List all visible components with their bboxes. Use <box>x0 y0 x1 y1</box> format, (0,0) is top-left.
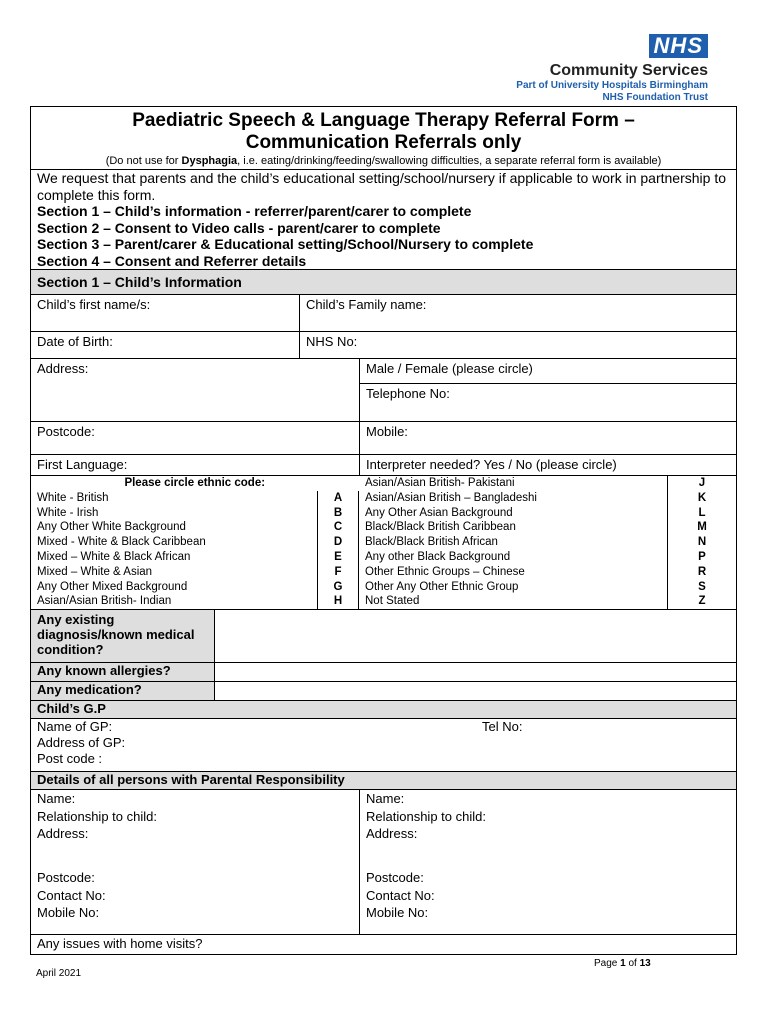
parent-1-postcode-field[interactable]: Postcode: <box>37 870 95 886</box>
postcode-field[interactable]: Postcode: <box>37 424 95 439</box>
address-field[interactable]: Address: <box>37 361 89 376</box>
form-title <box>31 107 736 154</box>
form-title-line-1: Paediatric Speech & Language Therapy Referral Form – <box>132 110 635 131</box>
parent-2-mobile-field[interactable]: Mobile No: <box>366 905 429 921</box>
ethnic-row-m[interactable]: Black/Black British Caribbean M <box>359 520 736 535</box>
intro-section-4: Section 4 – Consent and Referrer details <box>37 252 307 269</box>
section1-heading: Section 1 – Child’s Information <box>31 270 736 295</box>
ethnic-row-e[interactable]: Mixed – White & Black African E <box>31 550 359 565</box>
ethnic-row-z[interactable]: Not Stated Z <box>359 594 736 609</box>
ethnic-row-h[interactable]: Asian/Asian British- Indian H <box>31 594 359 609</box>
form-title-line-2: Communication Referrals only <box>245 132 522 153</box>
parent-1-relationship-field[interactable]: Relationship to child: <box>37 808 157 824</box>
medication-field[interactable] <box>214 682 736 700</box>
first-name-field[interactable]: Child’s first name/s: <box>37 297 151 312</box>
logo-service-name: Community Services <box>549 62 708 79</box>
parents-heading: Details of all persons with Parental Responsibility <box>31 772 736 790</box>
referral-form <box>30 106 737 955</box>
parent-2-contact-field[interactable]: Contact No: <box>366 887 435 903</box>
parent-2-details[interactable] <box>359 790 736 934</box>
ethnic-row-s[interactable]: Other Any Other Ethnic Group S <box>359 580 736 595</box>
intro-section-2: Section 2 – Consent to Video calls - parent/carer to complete <box>37 219 441 236</box>
dob-field[interactable]: Date of Birth: <box>37 334 113 349</box>
footer-date: April 2021 <box>36 968 82 979</box>
nhs-logo <box>468 34 708 104</box>
parent-2-postcode-field[interactable]: Postcode: <box>366 870 424 886</box>
ethnic-row-g[interactable]: Any Other Mixed Background G <box>31 580 359 595</box>
gp-name-field[interactable]: Name of GP: <box>37 719 113 735</box>
parent-2-relationship-field[interactable]: Relationship to child: <box>366 808 486 824</box>
medication-label: Any medication? <box>31 682 214 700</box>
parent-2-name-field[interactable]: Name: <box>366 791 405 807</box>
dysphagia-note: (Do not use for Dysphagia, i.e. eating/drinking/feeding/swallowing difficulties, a separate referral form is available) <box>31 154 736 170</box>
intro-block <box>31 170 736 270</box>
ethnic-row-r[interactable]: Other Ethnic Groups – Chinese R <box>359 565 736 580</box>
home-visits-field[interactable]: Any issues with home visits? <box>37 936 203 952</box>
ethnic-row-f[interactable]: Mixed – White & Asian F <box>31 565 359 580</box>
ethnic-row-k[interactable]: Asian/Asian British – Bangladeshi K <box>359 491 736 506</box>
parent-1-details[interactable] <box>31 790 359 934</box>
ethnic-row-a[interactable]: White - British A <box>31 491 359 506</box>
intro-section-3: Section 3 – Parent/carer & Educational setting/School/Nursery to complete <box>37 236 534 252</box>
gp-address-field[interactable]: Address of GP: <box>37 735 126 751</box>
family-name-field[interactable]: Child’s Family name: <box>299 295 736 331</box>
diagnosis-field[interactable] <box>214 610 736 662</box>
mobile-field[interactable]: Mobile: <box>359 422 736 454</box>
allergies-field[interactable] <box>214 663 736 681</box>
gp-details[interactable] <box>31 719 736 772</box>
first-language-field[interactable]: First Language: <box>37 457 128 472</box>
intro-section-1: Section 1 – Child’s information - referrer/parent/carer to complete <box>37 203 472 219</box>
parent-1-name-field[interactable]: Name: <box>37 791 76 807</box>
parent-2-address-field[interactable]: Address: <box>366 826 418 842</box>
ethnic-row-j[interactable]: Asian/Asian British- Pakistani J <box>359 476 736 491</box>
sex-field[interactable]: Male / Female (please circle) <box>360 359 736 384</box>
gp-tel-field[interactable]: Tel No: <box>482 719 523 735</box>
page-number: Page 1 of 13 <box>594 958 651 969</box>
ethnic-row-n[interactable]: Black/Black British African N <box>359 535 736 550</box>
allergies-label: Any known allergies? <box>31 663 214 681</box>
intro-text: We request that parents and the child’s educational setting/school/nursery if applicable to work in partnership to complete this form. <box>37 170 726 203</box>
logo-line-1: Part of University Hospitals Birmingham <box>516 80 708 91</box>
gp-postcode-field[interactable]: Post code : <box>37 751 103 767</box>
parent-1-mobile-field[interactable]: Mobile No: <box>37 905 100 921</box>
gp-heading: Child’s G.P <box>31 701 736 719</box>
ethnic-heading: Please circle ethnic code: <box>124 477 266 489</box>
nhs-logo-badge: NHS <box>649 34 708 58</box>
ethnic-row-d[interactable]: Mixed - White & Black Caribbean D <box>31 535 359 550</box>
interpreter-field[interactable]: Interpreter needed? Yes / No (please circle) <box>359 455 736 475</box>
parent-1-contact-field[interactable]: Contact No: <box>37 887 106 903</box>
diagnosis-label: Any existing diagnosis/known medical condition? <box>31 610 214 662</box>
ethnic-row-l[interactable]: Any Other Asian Background L <box>359 506 736 521</box>
nhs-number-field[interactable]: NHS No: <box>299 332 736 358</box>
logo-line-2: NHS Foundation Trust <box>602 92 708 103</box>
telephone-field[interactable]: Telephone No: <box>366 386 450 401</box>
ethnic-row-b[interactable]: White - Irish B <box>31 506 359 521</box>
parent-1-address-field[interactable]: Address: <box>37 826 89 842</box>
ethnic-row-c[interactable]: Any Other White Background C <box>31 520 359 535</box>
ethnic-code-table <box>31 476 736 610</box>
ethnic-row-p[interactable]: Any other Black Background P <box>359 550 736 565</box>
